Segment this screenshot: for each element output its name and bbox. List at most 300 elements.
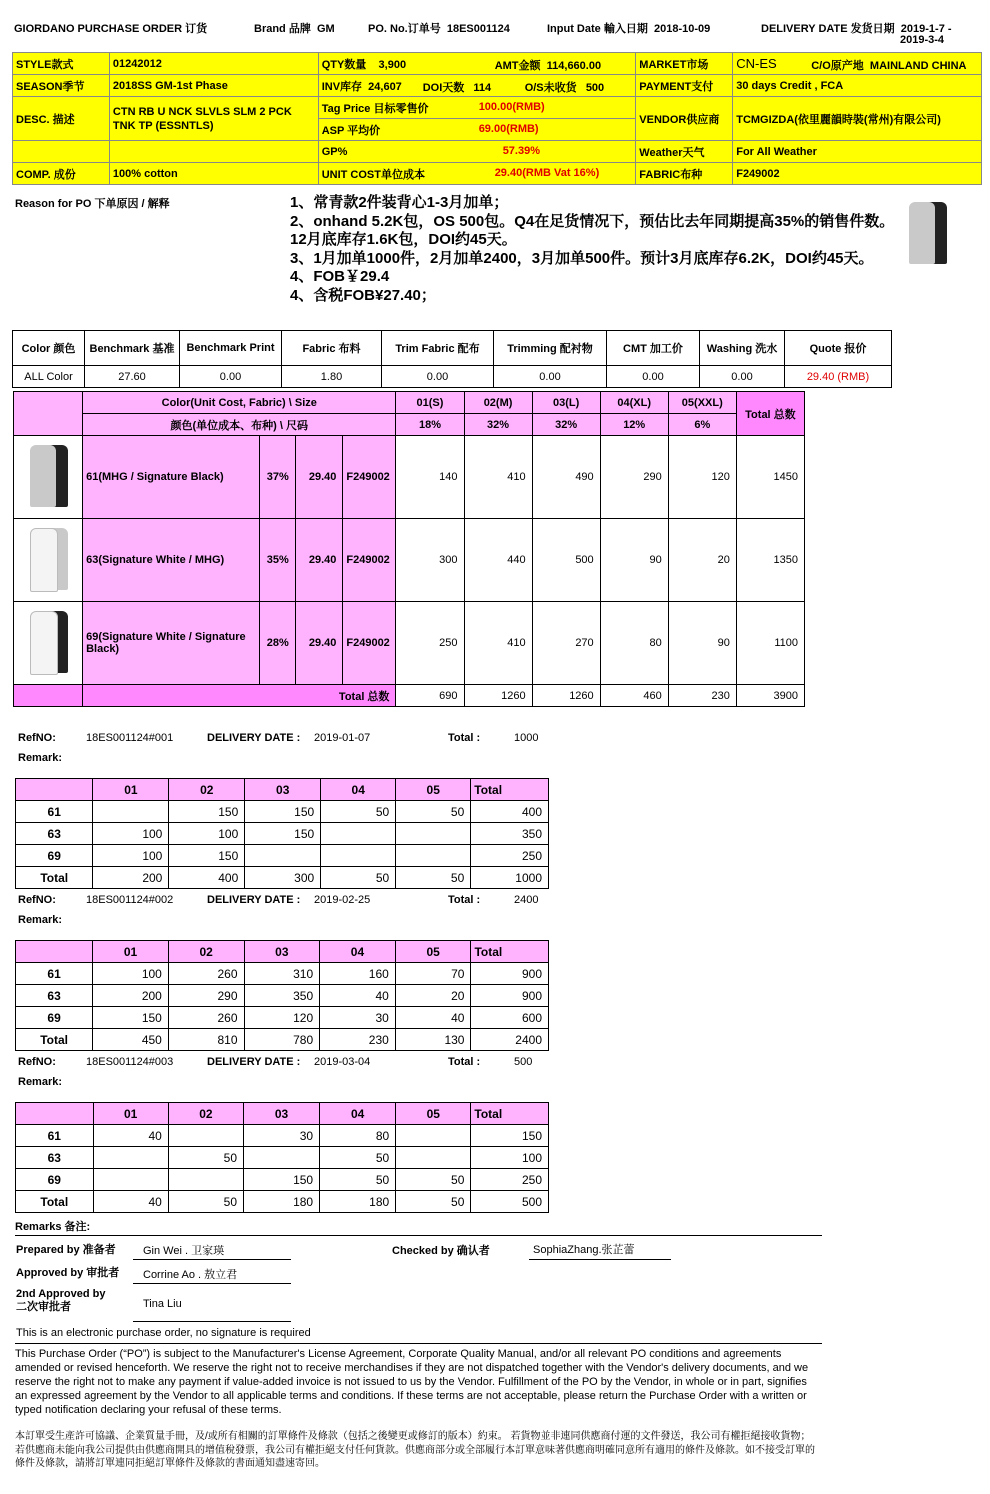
delivery-qty-cell: 150 <box>93 1007 169 1029</box>
asp-cell <box>318 119 636 141</box>
cost-value: 0.00 <box>700 366 785 388</box>
style-value: 01242012 <box>109 53 318 75</box>
cost-value: 0.00 <box>494 366 607 388</box>
size-pct: 6% <box>668 414 736 436</box>
delivery-total-value: 1000 <box>514 732 539 744</box>
delivery-value-1: 2019-1-7 - <box>900 23 952 35</box>
color-pct: 37% <box>260 436 296 519</box>
cost-value: 0.00 <box>607 366 700 388</box>
delivery-row-label: Total <box>16 867 93 889</box>
color-pct: 28% <box>260 602 296 685</box>
origin-value: MAINLAND CHINA <box>869 60 967 72</box>
market-label: MARKET市场 <box>636 53 733 75</box>
vendor-label: VENDOR供应商 <box>636 97 733 141</box>
cost-value: 27.60 <box>85 366 180 388</box>
delivery-qty-cell: 260 <box>168 963 244 985</box>
weather-label: Weather天气 <box>636 141 733 163</box>
reason-label: Reason for PO 下单原因 / 解释 <box>15 198 170 210</box>
approved2-label-en: 2nd Approved by <box>16 1288 106 1300</box>
cost-header: Color 颜色 <box>13 331 85 366</box>
table-row <box>16 1029 549 1051</box>
market-value: CN-ES <box>736 56 777 71</box>
delivery-qty-cell: 130 <box>395 1029 471 1051</box>
electronic-note: This is an electronic purchase order, no signature is required <box>16 1327 311 1339</box>
qty-cell: 490 <box>532 436 600 519</box>
cost-breakdown-table <box>12 330 892 388</box>
cost-header: CMT 加工价 <box>607 331 700 366</box>
delivery-row-label: 61 <box>16 801 93 823</box>
delivery-col-header: 05 <box>396 779 471 801</box>
unit-cost-cell <box>318 163 636 185</box>
table-row <box>16 1169 549 1191</box>
terms-chinese: 本訂單受生產許可協議、企業質量手冊，及/或所有相關的訂單條件及條款（包括之後變更或修訂的版本）約束。 若貨物並非連同供應商付運的文件發送，我公司有權拒絕接收貨物；若供應商未能向我公司提供由供應商開具的增值稅發票，我公司有權拒絕支付任何貨款。供應商部分或全部履行本訂單意味著供應商明確同意所有適用的條件及條款。如不接受訂單的條件及條款，請將訂單連同拒絕訂單條件及條款的書面通知盡速寄回。 <box>15 1431 815 1469</box>
asp-value: 69.00(RMB) <box>478 123 539 135</box>
tag-label: Tag Price 目标零售价 <box>321 102 429 115</box>
qty-label: QTY数量 <box>321 58 367 71</box>
qty-cell: 250 <box>396 602 464 685</box>
os <box>525 79 604 95</box>
size-total: 460 <box>600 685 668 707</box>
season-label: SEASON季节 <box>13 75 110 97</box>
approved2-label <box>16 1288 105 1314</box>
table-row <box>16 1191 549 1213</box>
delivery-qty-cell: 40 <box>93 1125 168 1147</box>
color-name: 69(Signature White / Signature Black) <box>83 602 260 685</box>
delivery-qty-cell <box>93 801 169 823</box>
divider <box>15 1235 822 1236</box>
cost-header: Benchmark Print <box>180 331 282 366</box>
delivery-qty-cell <box>396 1125 471 1147</box>
table-row <box>16 1007 549 1029</box>
delivery-qty-cell: 1000 <box>471 867 549 889</box>
delivery-col-header: 05 <box>396 1103 471 1125</box>
delivery-row-label: 63 <box>16 1147 94 1169</box>
delivery-qty-cell: 100 <box>93 823 169 845</box>
delivery-col-header: 01 <box>93 941 169 963</box>
delivery-qty-cell <box>93 1147 168 1169</box>
amt-label: AMT金额 <box>494 60 541 72</box>
qty-cell: 290 <box>600 436 668 519</box>
doi-label: DOI天数 <box>422 82 465 94</box>
empty-cell <box>13 141 110 163</box>
tank-top-image <box>26 524 70 594</box>
delivery-header-row <box>16 1103 549 1125</box>
size-header: 02(M) <box>464 392 532 414</box>
delivery-qty-cell: 810 <box>168 1029 244 1051</box>
po-value: 18ES001124 <box>446 23 510 35</box>
totals-image-cell <box>14 685 83 707</box>
delivery-qty-cell: 50 <box>396 801 471 823</box>
brand-label: Brand 品牌 <box>254 23 311 35</box>
qty-cell: 410 <box>464 602 532 685</box>
qty-cell: 20 <box>668 519 736 602</box>
gp-value: 57.39% <box>502 145 540 157</box>
comp-label: COMP. 成份 <box>13 163 110 185</box>
delivery-ref-line <box>18 1056 578 1070</box>
gp-cell <box>318 141 636 163</box>
delivery-qty-cell: 100 <box>471 1147 549 1169</box>
delivery-qty-cell: 600 <box>471 1007 549 1029</box>
delivery-total-value: 500 <box>514 1056 533 1068</box>
delivery-col-header: 02 <box>168 1103 243 1125</box>
delivery-qty-cell: 2400 <box>471 1029 549 1051</box>
reason-line: 1、常青款2件装背心1-3月加单； <box>290 194 509 211</box>
color-image <box>14 519 83 602</box>
delivery-qty-cell: 100 <box>93 845 169 867</box>
delivery-table <box>15 1102 549 1213</box>
delivery-qty-cell: 50 <box>396 1191 471 1213</box>
delivery-col-header: 03 <box>245 779 321 801</box>
delivery-col-header: 04 <box>320 941 396 963</box>
delivery-qty-cell: 150 <box>471 1125 549 1147</box>
ref-value: 18ES001124#003 <box>86 1056 174 1068</box>
color-cost: 29.40 <box>296 436 343 519</box>
cost-value: 0.00 <box>180 366 282 388</box>
tag-value: 100.00(RMB) <box>478 101 545 113</box>
qty-cell: 270 <box>532 602 600 685</box>
delivery-col-header: 01 <box>93 779 169 801</box>
cost-header: Fabric 布料 <box>282 331 382 366</box>
color-size-header-cn: 颜色(单位成本、布种) \ 尺码 <box>83 414 396 436</box>
delivery-col-header: 04 <box>320 1103 396 1125</box>
delivery-total-label: Total : <box>448 1056 481 1068</box>
delivery-qty-cell: 900 <box>471 985 549 1007</box>
delivery-qty-cell: 50 <box>396 1169 471 1191</box>
delivery-qty-cell: 780 <box>244 1029 320 1051</box>
delivery-table <box>15 940 549 1051</box>
delivery-col-header: Total <box>471 779 549 801</box>
delivery-qty-cell: 50 <box>320 1147 396 1169</box>
delivery-date-value: 2019-02-25 <box>314 894 371 906</box>
delivery-qty-cell <box>244 1147 320 1169</box>
qty-cell: 90 <box>668 602 736 685</box>
input-date-value: 2018-10-09 <box>653 23 711 35</box>
delivery-qty-cell: 290 <box>168 985 244 1007</box>
corner-cell <box>16 1103 94 1125</box>
prepared-name: Gin Wei . 卫家瑛 <box>143 1245 225 1257</box>
signature-line <box>133 1259 291 1260</box>
cost-header: Trim Fabric 配布 <box>382 331 494 366</box>
qty-cell: 410 <box>464 436 532 519</box>
size-total: 1260 <box>464 685 532 707</box>
delivery-table <box>15 778 549 889</box>
tank-top-image <box>26 607 70 677</box>
table-row <box>16 1147 549 1169</box>
cost-header: Trimming 配衬物 <box>494 331 607 366</box>
table-row <box>14 436 805 519</box>
delivery-qty-cell: 50 <box>321 801 396 823</box>
delivery-qty-cell: 500 <box>471 1191 549 1213</box>
delivery-col-header: Total <box>471 1103 549 1125</box>
row-total: 1450 <box>736 436 804 519</box>
delivery-qty-cell: 180 <box>320 1191 396 1213</box>
payment-label: PAYMENT支付 <box>636 75 733 97</box>
weather-value: For All Weather <box>733 141 982 163</box>
reason-line: 2、onhand 5.2K包，OS 500包。Q4在足货情况下，预估比去年同期提高35%的销售件数。12月底库存1.6K包，DOI约45天。 <box>290 212 895 248</box>
delivery-qty-cell: 70 <box>395 963 471 985</box>
image-header <box>14 392 83 436</box>
approved-label: Approved by 审批者 <box>16 1267 120 1279</box>
delivery-col-header: 03 <box>244 941 320 963</box>
input-date <box>547 20 710 36</box>
fabric-value: F249002 <box>733 163 982 185</box>
delivery-qty-cell: 40 <box>93 1191 168 1213</box>
delivery-qty-cell: 100 <box>169 823 245 845</box>
corner-cell <box>16 779 93 801</box>
qty-cell: 500 <box>532 519 600 602</box>
os-label: O/S未收货 <box>524 82 577 94</box>
tag-cell <box>318 97 636 119</box>
ref-label: RefNO: <box>18 1056 56 1068</box>
delivery-row-label: 63 <box>16 823 93 845</box>
color-name: 63(Signature White / MHG) <box>83 519 260 602</box>
po-number <box>368 20 510 36</box>
row-total: 1350 <box>736 519 804 602</box>
color-image <box>14 602 83 685</box>
delivery-qty-cell: 150 <box>169 845 245 867</box>
input-date-label: Input Date 輸入日期 <box>547 23 648 35</box>
color-size-table <box>13 391 805 707</box>
remark-label: Remark: <box>18 752 63 764</box>
delivery-qty-cell <box>396 823 471 845</box>
delivery-qty-cell: 200 <box>93 867 169 889</box>
size-pct: 32% <box>464 414 532 436</box>
delivery-date-label: DELIVERY DATE : <box>207 894 301 906</box>
signature-line <box>529 1259 671 1260</box>
tank-top-image <box>26 441 70 511</box>
delivery-qty-cell: 30 <box>320 1007 396 1029</box>
delivery-row-label: Total <box>16 1191 94 1213</box>
divider <box>15 1343 822 1344</box>
delivery-qty-cell <box>396 845 471 867</box>
cost-header: Washing 洗水 <box>700 331 785 366</box>
color-image <box>14 436 83 519</box>
inv-label: INV库存 <box>321 80 363 93</box>
delivery-row-label: 63 <box>16 985 93 1007</box>
grand-total: 3900 <box>736 685 804 707</box>
delivery-qty-cell: 80 <box>320 1125 396 1147</box>
cost-value: 0.00 <box>382 366 494 388</box>
inv-value: 24,607 <box>368 80 402 93</box>
delivery-qty-cell: 260 <box>168 1007 244 1029</box>
color-size-header: Color(Unit Cost, Fabric) \ Size <box>83 392 396 414</box>
table-row <box>16 985 549 1007</box>
po-label: PO. No.订单号 <box>368 23 441 35</box>
delivery-qty-cell: 30 <box>244 1125 320 1147</box>
delivery-header-row <box>16 941 549 963</box>
reason-text <box>290 194 895 305</box>
checked-label: Checked by 确认者 <box>392 1245 490 1257</box>
corner-cell <box>16 941 93 963</box>
ref-label: RefNO: <box>18 732 56 744</box>
fabric-label: FABRIC布种 <box>636 163 733 185</box>
qty-cell: 90 <box>600 519 668 602</box>
color-fabric: F249002 <box>343 602 396 685</box>
unit-cost-label: UNIT COST单位成本 <box>321 168 425 181</box>
color-fabric: F249002 <box>343 519 396 602</box>
quote-value: 29.40 (RMB) <box>785 366 892 388</box>
approved2-label-cn: 二次审批者 <box>16 1301 71 1313</box>
size-pct: 12% <box>600 414 668 436</box>
season-value: 2018SS GM-1st Phase <box>109 75 318 97</box>
style-label: STYLE款式 <box>13 53 110 75</box>
doi-value: 114 <box>473 82 492 94</box>
signature-line <box>133 1321 291 1322</box>
delivery-qty-cell: 450 <box>93 1029 169 1051</box>
cost-header: Benchmark 基准 <box>85 331 180 366</box>
delivery-qty-cell: 400 <box>471 801 549 823</box>
delivery-row-label: Total <box>16 1029 93 1051</box>
delivery-qty-cell: 120 <box>244 1007 320 1029</box>
color-name: 61(MHG / Signature Black) <box>83 436 260 519</box>
checked-name: SophiaZhang.张芷蕾 <box>533 1244 635 1256</box>
delivery-col-header: 01 <box>93 1103 168 1125</box>
delivery-qty-cell <box>396 1147 471 1169</box>
delivery-qty-cell: 40 <box>395 1007 471 1029</box>
size-pct: 32% <box>532 414 600 436</box>
reason-line: 4、含税FOB¥27.40； <box>290 286 436 304</box>
table-row <box>16 845 549 867</box>
delivery-qty-cell: 230 <box>320 1029 396 1051</box>
qty-cell: 80 <box>600 602 668 685</box>
size-total: 230 <box>668 685 736 707</box>
table-row <box>16 823 549 845</box>
delivery-qty-cell: 40 <box>320 985 396 1007</box>
delivery-value-2: 2019-3-4 <box>900 34 945 46</box>
delivery-qty-cell <box>321 823 396 845</box>
delivery-date-value: 2019-03-04 <box>314 1056 371 1068</box>
size-pct: 18% <box>396 414 464 436</box>
cost-header: Quote 报价 <box>785 331 892 366</box>
delivery-qty-cell: 180 <box>244 1191 320 1213</box>
delivery-qty-cell: 50 <box>320 1169 396 1191</box>
delivery-qty-cell: 250 <box>471 1169 549 1191</box>
approved-name: Corrine Ao . 敖立君 <box>143 1269 238 1281</box>
color-fabric: F249002 <box>343 436 396 519</box>
info-table <box>12 52 982 185</box>
delivery-total-label: Total : <box>448 894 481 906</box>
delivery-ref-line <box>18 894 578 908</box>
color-cost: 29.40 <box>296 519 343 602</box>
delivery-qty-cell: 150 <box>169 801 245 823</box>
reason-line: 4、FOB￥29.4 <box>290 268 390 285</box>
brand <box>254 20 335 36</box>
desc-label: DESC. 描述 <box>13 97 110 141</box>
delivery-qty-cell: 50 <box>168 1147 243 1169</box>
delivery-row-label: 61 <box>16 963 93 985</box>
delivery-qty-cell: 350 <box>244 985 320 1007</box>
remark-label: Remark: <box>18 914 63 926</box>
delivery-qty-cell: 150 <box>245 823 321 845</box>
size-header: 01(S) <box>396 392 464 414</box>
color-pct: 35% <box>260 519 296 602</box>
terms-english: This Purchase Order (“PO”) is subject to the Manufacturer's License Agreement, Corporate Quality Manual, and/or all relevant PO conditions and agreements amended or revised henceforth. We reserve the right not to receive merchandises if they are not dispatched together with the Vendor's delivery documents, and we reserve the right not to make any payment if value-added invoice is not issued to us by the Vendor. Fulfillment of the PO by the Vendor, in whole or in part, signifies an expressed agreement by the Vendor to all applicable terms and conditions. If these terms are not acceptable, please return the Purchase Order with a written or typed notification declaring your refusal of these terms. <box>15 1348 809 1416</box>
delivery-col-header: 04 <box>321 779 396 801</box>
market-cell <box>733 53 982 75</box>
inv-cell <box>318 75 636 97</box>
totals-row <box>14 685 805 707</box>
delivery-col-header: 02 <box>168 941 244 963</box>
delivery-qty-cell: 900 <box>471 963 549 985</box>
ref-value: 18ES001124#001 <box>86 732 174 744</box>
desc-value: CTN RB U NCK SLVLS SLM 2 PCK TNK TP (ESSNTLS) <box>109 97 318 141</box>
table-row <box>16 801 549 823</box>
amt <box>495 57 601 73</box>
qty-value: 3,900 <box>378 58 407 71</box>
color-cost: 29.40 <box>296 602 343 685</box>
delivery-qty-cell: 400 <box>169 867 245 889</box>
origin <box>811 57 966 73</box>
delivery-qty-cell: 350 <box>471 823 549 845</box>
remarks-label: Remarks 备注: <box>15 1221 91 1233</box>
delivery-total-value: 2400 <box>514 894 539 906</box>
gp-label: GP% <box>321 145 348 158</box>
delivery-col-header: 03 <box>244 1103 320 1125</box>
brand-value: GM <box>316 23 335 35</box>
size-header: 05(XXL) <box>668 392 736 414</box>
delivery-date-value: 2019-01-07 <box>314 732 371 744</box>
delivery-row-label: 69 <box>16 1169 94 1191</box>
row-total: 1100 <box>736 602 804 685</box>
delivery-qty-cell: 150 <box>245 801 321 823</box>
delivery-label: DELIVERY DATE 发货日期 <box>761 23 895 35</box>
delivery-qty-cell: 300 <box>245 867 321 889</box>
totals-label: Total 总数 <box>83 685 396 707</box>
delivery-qty-cell: 20 <box>395 985 471 1007</box>
ref-label: RefNO: <box>18 894 56 906</box>
delivery-row-label: 69 <box>16 845 93 867</box>
qty-cell: 440 <box>464 519 532 602</box>
delivery-header-row <box>16 779 549 801</box>
doi <box>423 79 491 95</box>
delivery-qty-cell <box>168 1125 243 1147</box>
delivery-ref-line <box>18 732 578 746</box>
delivery-qty-cell <box>168 1169 243 1191</box>
delivery-qty-cell: 150 <box>244 1169 320 1191</box>
amt-value: 114,660.00 <box>546 60 602 72</box>
delivery-qty-cell: 50 <box>321 867 396 889</box>
delivery-qty-cell: 310 <box>244 963 320 985</box>
delivery-qty-cell <box>93 1169 168 1191</box>
asp-label: ASP 平均价 <box>321 124 381 137</box>
comp-value: 100% cotton <box>109 163 318 185</box>
delivery-qty-cell: 50 <box>168 1191 243 1213</box>
delivery-qty-cell <box>245 845 321 867</box>
po-title: GIORDANO PURCHASE ORDER 订货 <box>14 23 208 35</box>
qty-cell: 300 <box>396 519 464 602</box>
table-row <box>14 602 805 685</box>
reason-line: 3、1月加单1000件，2月加单2400，3月加单500件。预计3月底库存6.2K，DOI约45天。 <box>290 249 874 267</box>
delivery-col-header: 05 <box>395 941 471 963</box>
table-row <box>16 1125 549 1147</box>
cost-value: ALL Color <box>13 366 85 388</box>
delivery-row-label: 61 <box>16 1125 94 1147</box>
delivery-row-label: 69 <box>16 1007 93 1029</box>
table-row <box>16 867 549 889</box>
payment-value: 30 days Credit , FCA <box>733 75 982 97</box>
delivery-col-header: 02 <box>169 779 245 801</box>
product-thumbnail <box>905 198 949 271</box>
delivery-date-label: DELIVERY DATE : <box>207 732 301 744</box>
signature-line <box>133 1283 291 1284</box>
remark-label: Remark: <box>18 1076 63 1088</box>
delivery-qty-cell: 100 <box>93 963 169 985</box>
delivery-qty-cell: 50 <box>396 867 471 889</box>
prepared-label: Prepared by 准备者 <box>16 1244 116 1256</box>
qty-cell: 120 <box>668 436 736 519</box>
vendor-value: TCMGIZDA(依里麗韻時裝(常州)有限公司) <box>733 97 982 141</box>
approved2-name: Tina Liu <box>143 1298 182 1310</box>
